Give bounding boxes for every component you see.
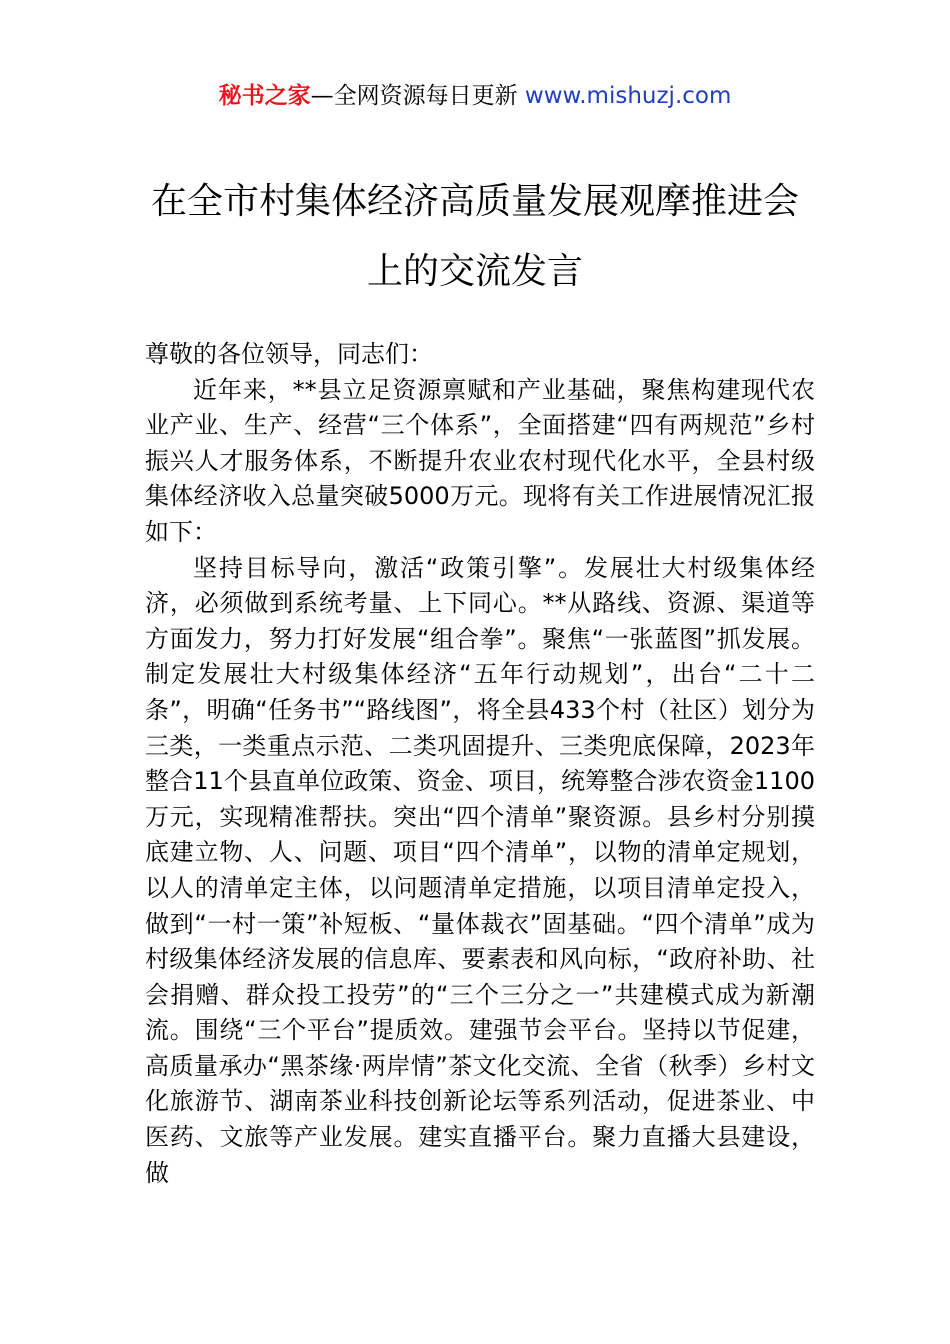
site-brand: 秘书之家: [218, 83, 311, 109]
paragraph-2: 坚持目标导向，激活“政策引擎”。发展壮大村级集体经济，必须做到系统考量、上下同心。**从路线、资源、渠道等方面发力，努力打好发展“组合拳”。聚焦“一张蓝图”抓发展。制定发展壮大村级集体经济“五年行动规划”，出台“二十二条”，明确“任务书”“路线图”，将全县433个村（社区）划分为三类，一类重点示范、二类巩固提升、三类兜底保障，2023年整合11个县直单位政策、资金、项目，统筹整合涉农资金1100万元，实现精准帮扶。突出“四个清单”聚资源。县乡村分别摸底建立物、人、问题、项目“四个清单”，以物的清单定规划，以人的清单定主体，以问题清单定措施，以项目清单定投入，做到“一村一策”补短板、“量体裁衣”固基础。“四个清单”成为村级集体经济发展的信息库、要素表和风向标，“政府补助、社会捐赠、群众投工投劳”的“三个三分之一”共建模式成为新潮流。围绕“三个平台”提质效。建强节会平台。坚持以节促建，高质量承办“黑茶缘·两岸情”茶文化交流、全省（秋季）乡村文化旅游节、湖南茶业科技创新论坛等系列活动，促进茶业、中医药、文旅等产业发展。建实直播平台。聚力直播大县建设，做: [145, 553, 815, 1187]
document-body: [145, 337, 815, 1191]
site-tagline: —全网资源每日更新: [310, 83, 525, 109]
document-title-line-2: 上的交流发言: [366, 251, 583, 292]
site-header: [0, 80, 950, 112]
salutation: 尊敬的各位领导，同志们：: [145, 340, 433, 368]
document-title-line-1: 在全市村集体经济高质量发展观摩推进会: [150, 181, 799, 222]
site-url[interactable]: www.mishuzj.com: [524, 83, 732, 109]
paragraph-1: 近年来，**县立足资源禀赋和产业基础，聚焦构建现代农业产业、生产、经营“三个体系”，全面搭建“四有两规范”乡村振兴人才服务体系，不断提升农业农村现代化水平，全县村级集体经济收入总量突破5000万元。现将有关工作进展情况汇报如下：: [145, 375, 815, 546]
